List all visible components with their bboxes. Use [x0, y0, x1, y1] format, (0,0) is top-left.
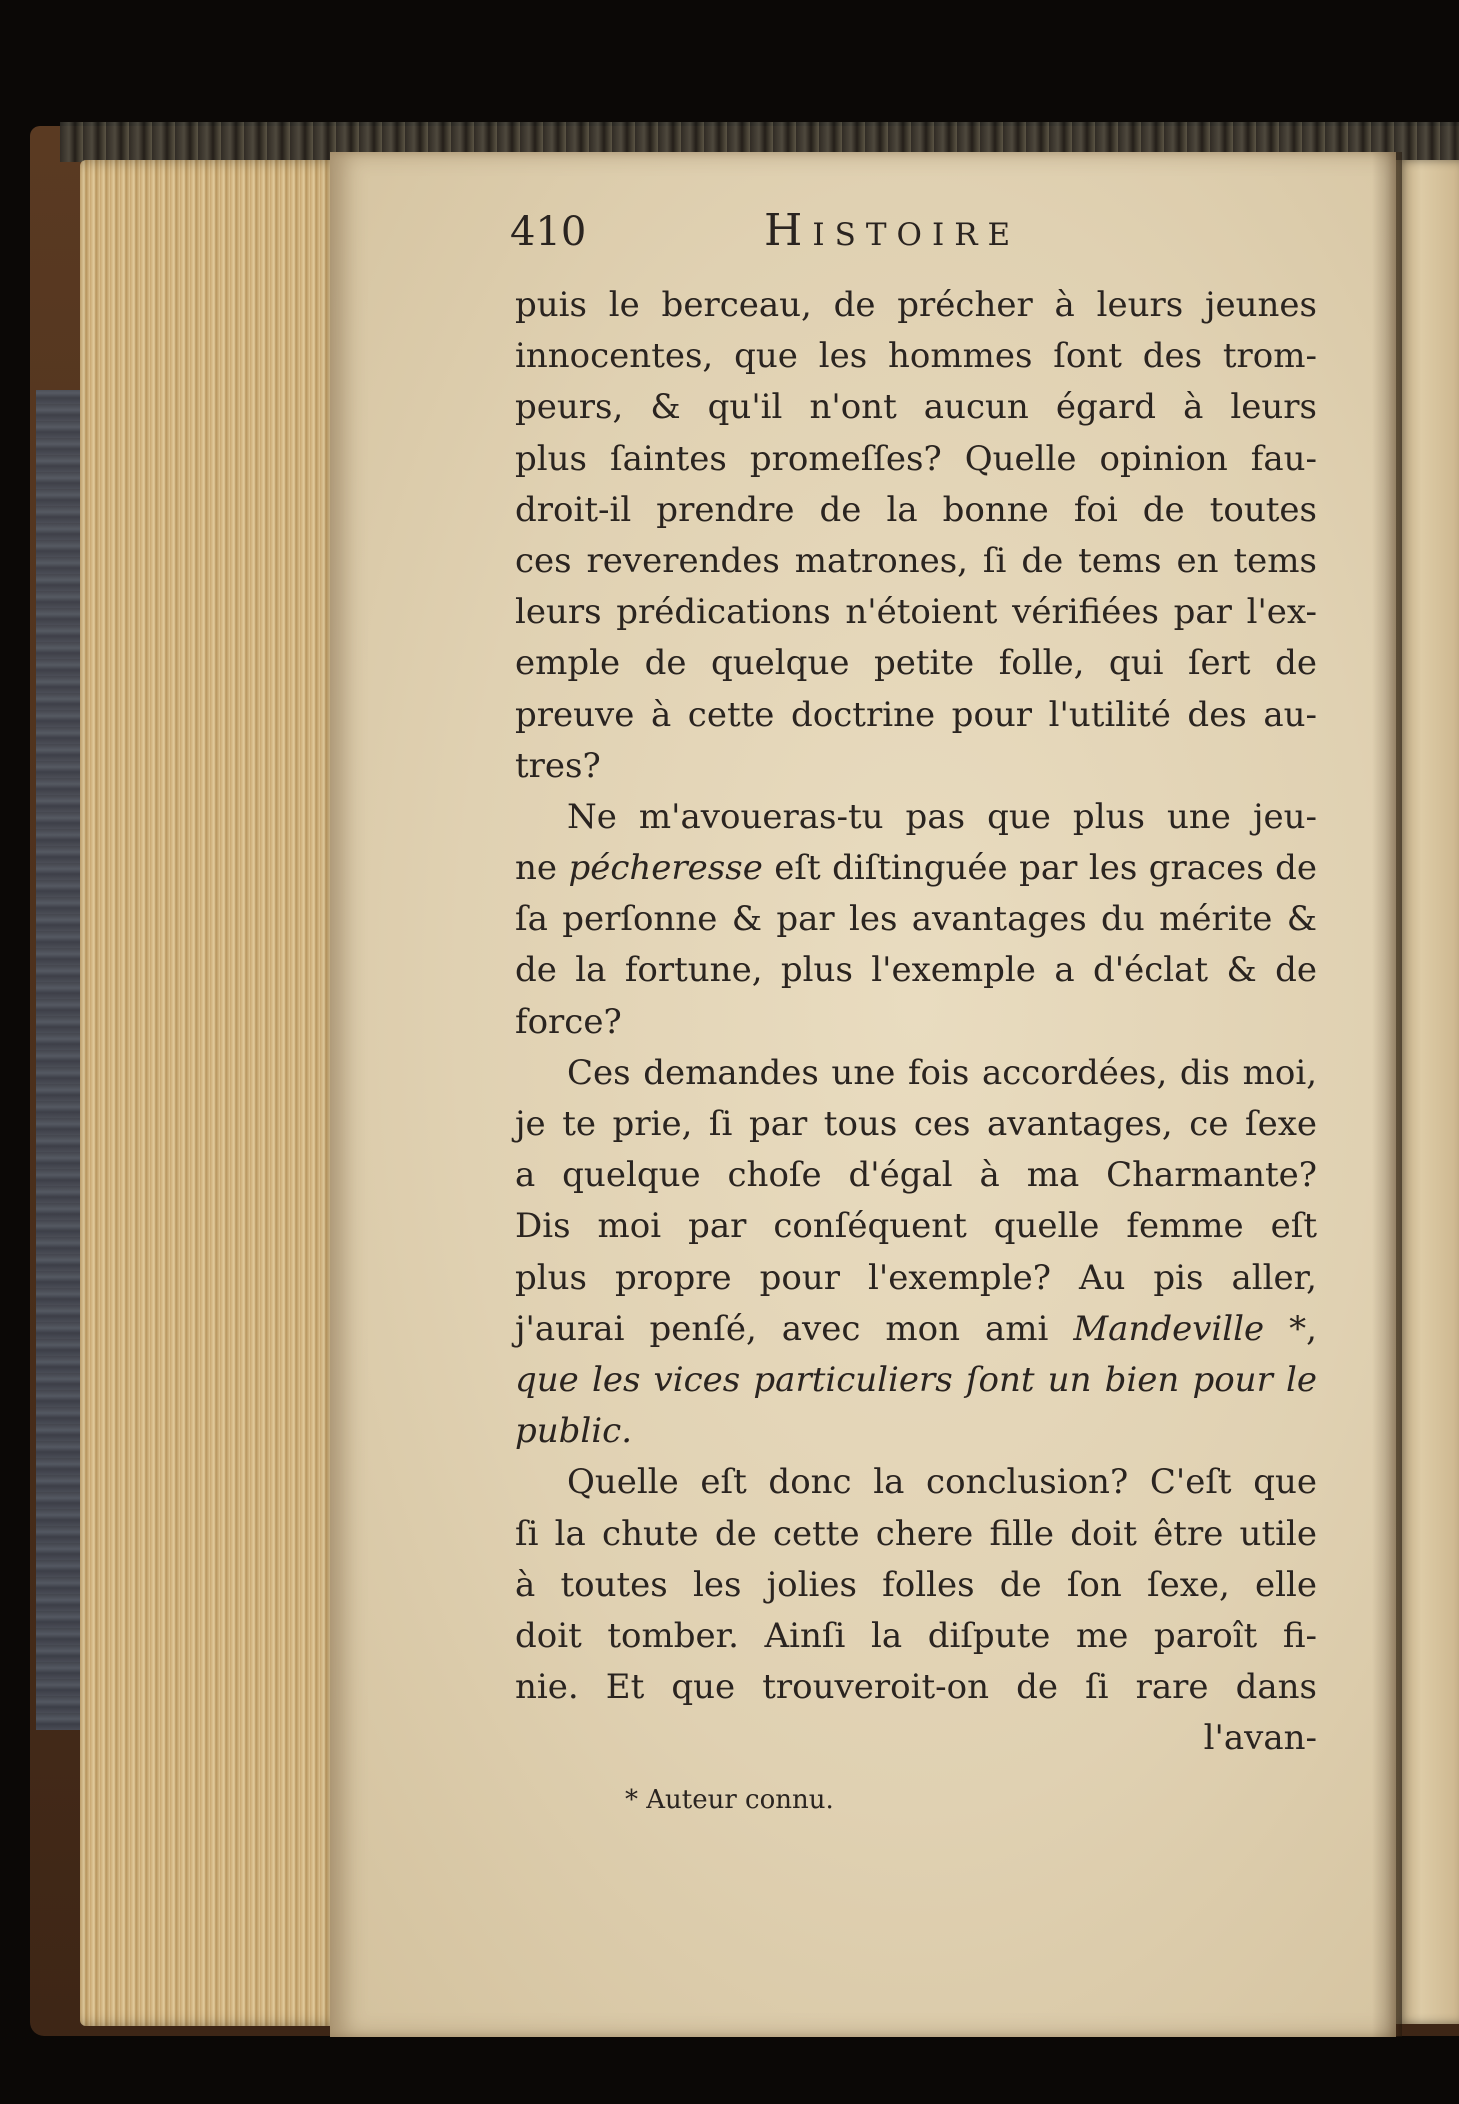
text-line — [515, 1611, 1317, 1662]
text-line — [515, 587, 1317, 638]
line-text: force? — [515, 1001, 622, 1042]
page-gutter-shadow — [1372, 152, 1402, 2037]
running-title: Histoire — [764, 205, 1021, 256]
book-spine — [36, 390, 82, 1730]
line-text: Ne m'avoueras-tu pas que plus une jeu- — [567, 796, 1317, 837]
page-block-edge — [80, 160, 340, 2026]
line-text: innocentes, que les hommes ſont des trom- — [515, 336, 1317, 377]
text-line — [515, 1099, 1317, 1150]
text-line — [515, 1406, 1317, 1457]
line-text: Quelle eſt donc la conclusion? C'eſt que — [567, 1462, 1317, 1503]
line-text: ne — [515, 848, 569, 889]
line-text: l'avan- — [1203, 1718, 1317, 1759]
line-text: emple de quelque petite folle, qui ſert de — [515, 643, 1317, 684]
text-line — [515, 638, 1317, 689]
page-header — [510, 205, 1310, 265]
text-line — [515, 741, 1317, 792]
footnote: * Auteur connu. — [625, 1785, 834, 1815]
line-text: eſt diſtinguée par les graces de — [762, 848, 1318, 889]
text-line — [515, 690, 1317, 741]
text-line — [515, 280, 1317, 331]
text-line — [515, 1713, 1317, 1764]
text-line — [515, 485, 1317, 536]
italic-text: que les vices particuliers ſont un bien pour le — [515, 1359, 1317, 1400]
line-text: peurs, & qu'il n'ont aucun égard à leurs — [515, 387, 1317, 428]
line-text: droit-il prendre de la bonne foi de toutes — [515, 489, 1317, 530]
text-line — [515, 1304, 1317, 1355]
body-text — [515, 280, 1317, 1764]
text-line — [515, 331, 1317, 382]
line-text: à toutes les jolies folles de ſon ſexe, elle — [515, 1564, 1317, 1605]
text-line — [515, 1048, 1317, 1099]
line-text: puis le berceau, de précher à leurs jeunes — [515, 285, 1317, 325]
text-line — [515, 1509, 1317, 1560]
line-text: ſa perſonne & par les avantages du mérite & — [515, 899, 1317, 940]
line-text: j'aurai penſé, avec mon ami — [515, 1308, 1074, 1349]
text-line — [515, 382, 1317, 433]
line-text: plus propre pour l'exemple? Au pis aller, — [515, 1257, 1317, 1298]
line-text: ces reverendes matrones, ſi de tems en tems — [515, 540, 1317, 581]
line-text: je te prie, ſi par tous ces avantages, ce ſexe — [515, 1104, 1317, 1144]
italic-text: Mandeville — [1073, 1308, 1265, 1349]
line-text: ſi la chute de cette chere fille doit être utile — [515, 1513, 1317, 1554]
text-line — [515, 894, 1317, 945]
text-line — [515, 434, 1317, 485]
line-text: *, — [1264, 1308, 1317, 1349]
text-line — [515, 1662, 1317, 1713]
page-number: 410 — [510, 209, 587, 255]
text-line — [515, 792, 1317, 843]
text-line — [515, 843, 1317, 894]
italic-text: pécheresse — [568, 848, 763, 889]
line-text: preuve à cette doctrine pour l'utilité des au- — [515, 694, 1317, 735]
text-line — [515, 1201, 1317, 1252]
text-line — [515, 1253, 1317, 1304]
text-line — [515, 1560, 1317, 1611]
line-text: a quelque choſe d'égal à ma Charmante? — [515, 1155, 1317, 1196]
text-line — [515, 1457, 1317, 1508]
text-line — [515, 1150, 1317, 1201]
text-line — [515, 945, 1317, 996]
line-text: Dis moi par conſéquent quelle femme eſt — [515, 1206, 1317, 1247]
line-text: de la fortune, plus l'exemple a d'éclat & de — [515, 950, 1317, 991]
line-text: leurs prédications n'étoient vérifiées par l'ex- — [515, 592, 1317, 633]
facing-page-edge — [1396, 160, 1459, 2024]
text-line — [515, 1355, 1317, 1406]
line-text: Ces demandes une fois accordées, dis moi, — [567, 1052, 1317, 1093]
line-text: plus ſaintes promeſſes? Quelle opinion fau- — [515, 438, 1317, 479]
italic-text: public. — [515, 1411, 633, 1452]
line-text: nie. Et que trouveroit-on de ſi rare dans — [515, 1667, 1317, 1708]
line-text: tres? — [515, 745, 601, 786]
text-line — [515, 997, 1317, 1048]
text-line — [515, 536, 1317, 587]
line-text: doit tomber. Ainſi la diſpute me paroît fi- — [515, 1615, 1317, 1656]
